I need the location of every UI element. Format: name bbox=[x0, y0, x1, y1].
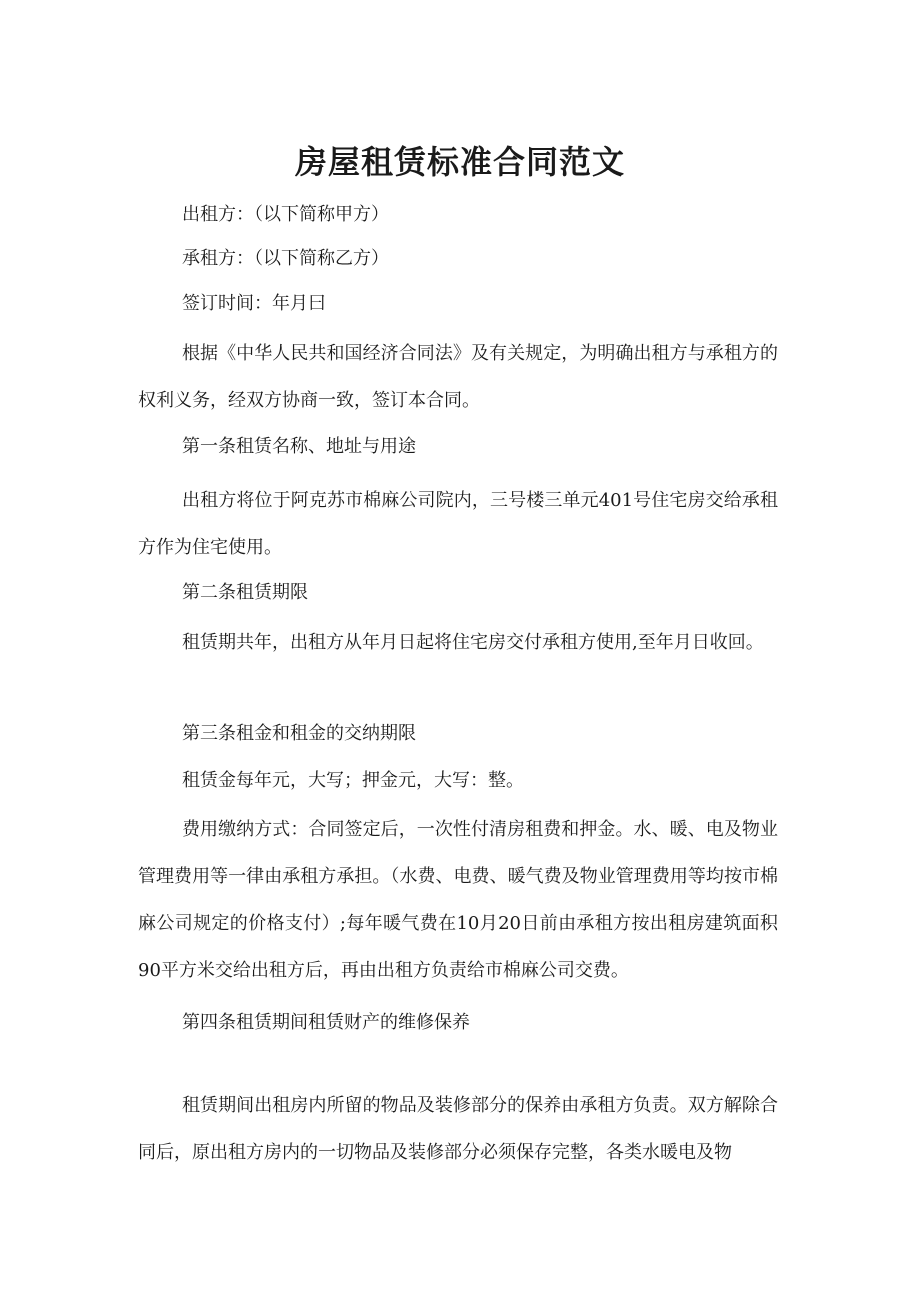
article1-body: 出租方将位于阿克苏市棉麻公司院内，三号楼三单元401号住宅房交给承租方作为住宅使用。 bbox=[138, 490, 778, 558]
article3-payment: 费用缴纳方式：合同签定后，一次性付清房租费和押金。水、暖、电及物业管理费用等一律由承租方承担。（水费、电费、暖气费及物业管理费用等均按市棉麻公司规定的价格支付）;每年暖气费在10月20日前由承租方按出租房建筑面积90平方米交给出租方后，再由出租方负责给市棉麻公司交费。 bbox=[138, 819, 778, 981]
document-title: 房屋租赁标准合同范文 bbox=[294, 143, 625, 181]
lessee-line: 承租方：（以下简称乙方） bbox=[182, 248, 389, 269]
preamble-paragraph: 根据《中华人民共和国经济合同法》及有关规定，为明确出租方与承租方的权利义务，经双方协商一致，签订本合同。 bbox=[138, 343, 778, 411]
article3-heading: 第三条租金和租金的交纳期限 bbox=[182, 723, 416, 744]
article4-heading: 第四条租赁期间租赁财产的维修保养 bbox=[182, 1012, 470, 1033]
article2-body: 租赁期共年，出租方从年月日起将住宅房交付承租方使用,至年月日收回。 bbox=[182, 632, 764, 653]
lessor-line: 出租方：（以下简称甲方） bbox=[182, 204, 389, 225]
article1-heading: 第一条租赁名称、地址与用途 bbox=[182, 436, 416, 457]
article2-heading: 第二条租赁期限 bbox=[182, 582, 308, 603]
article4-body: 租赁期间出租房内所留的物品及装修部分的保养由承租方负责。双方解除合同后，原出租方房内的一切物品及装修部分必须保存完整，各类水暖电及物 bbox=[138, 1095, 778, 1163]
article3-rent: 租赁金每年元，大写；押金元，大写：整。 bbox=[182, 770, 524, 791]
signing-time-line: 签订时间：年月曰 bbox=[182, 293, 326, 314]
